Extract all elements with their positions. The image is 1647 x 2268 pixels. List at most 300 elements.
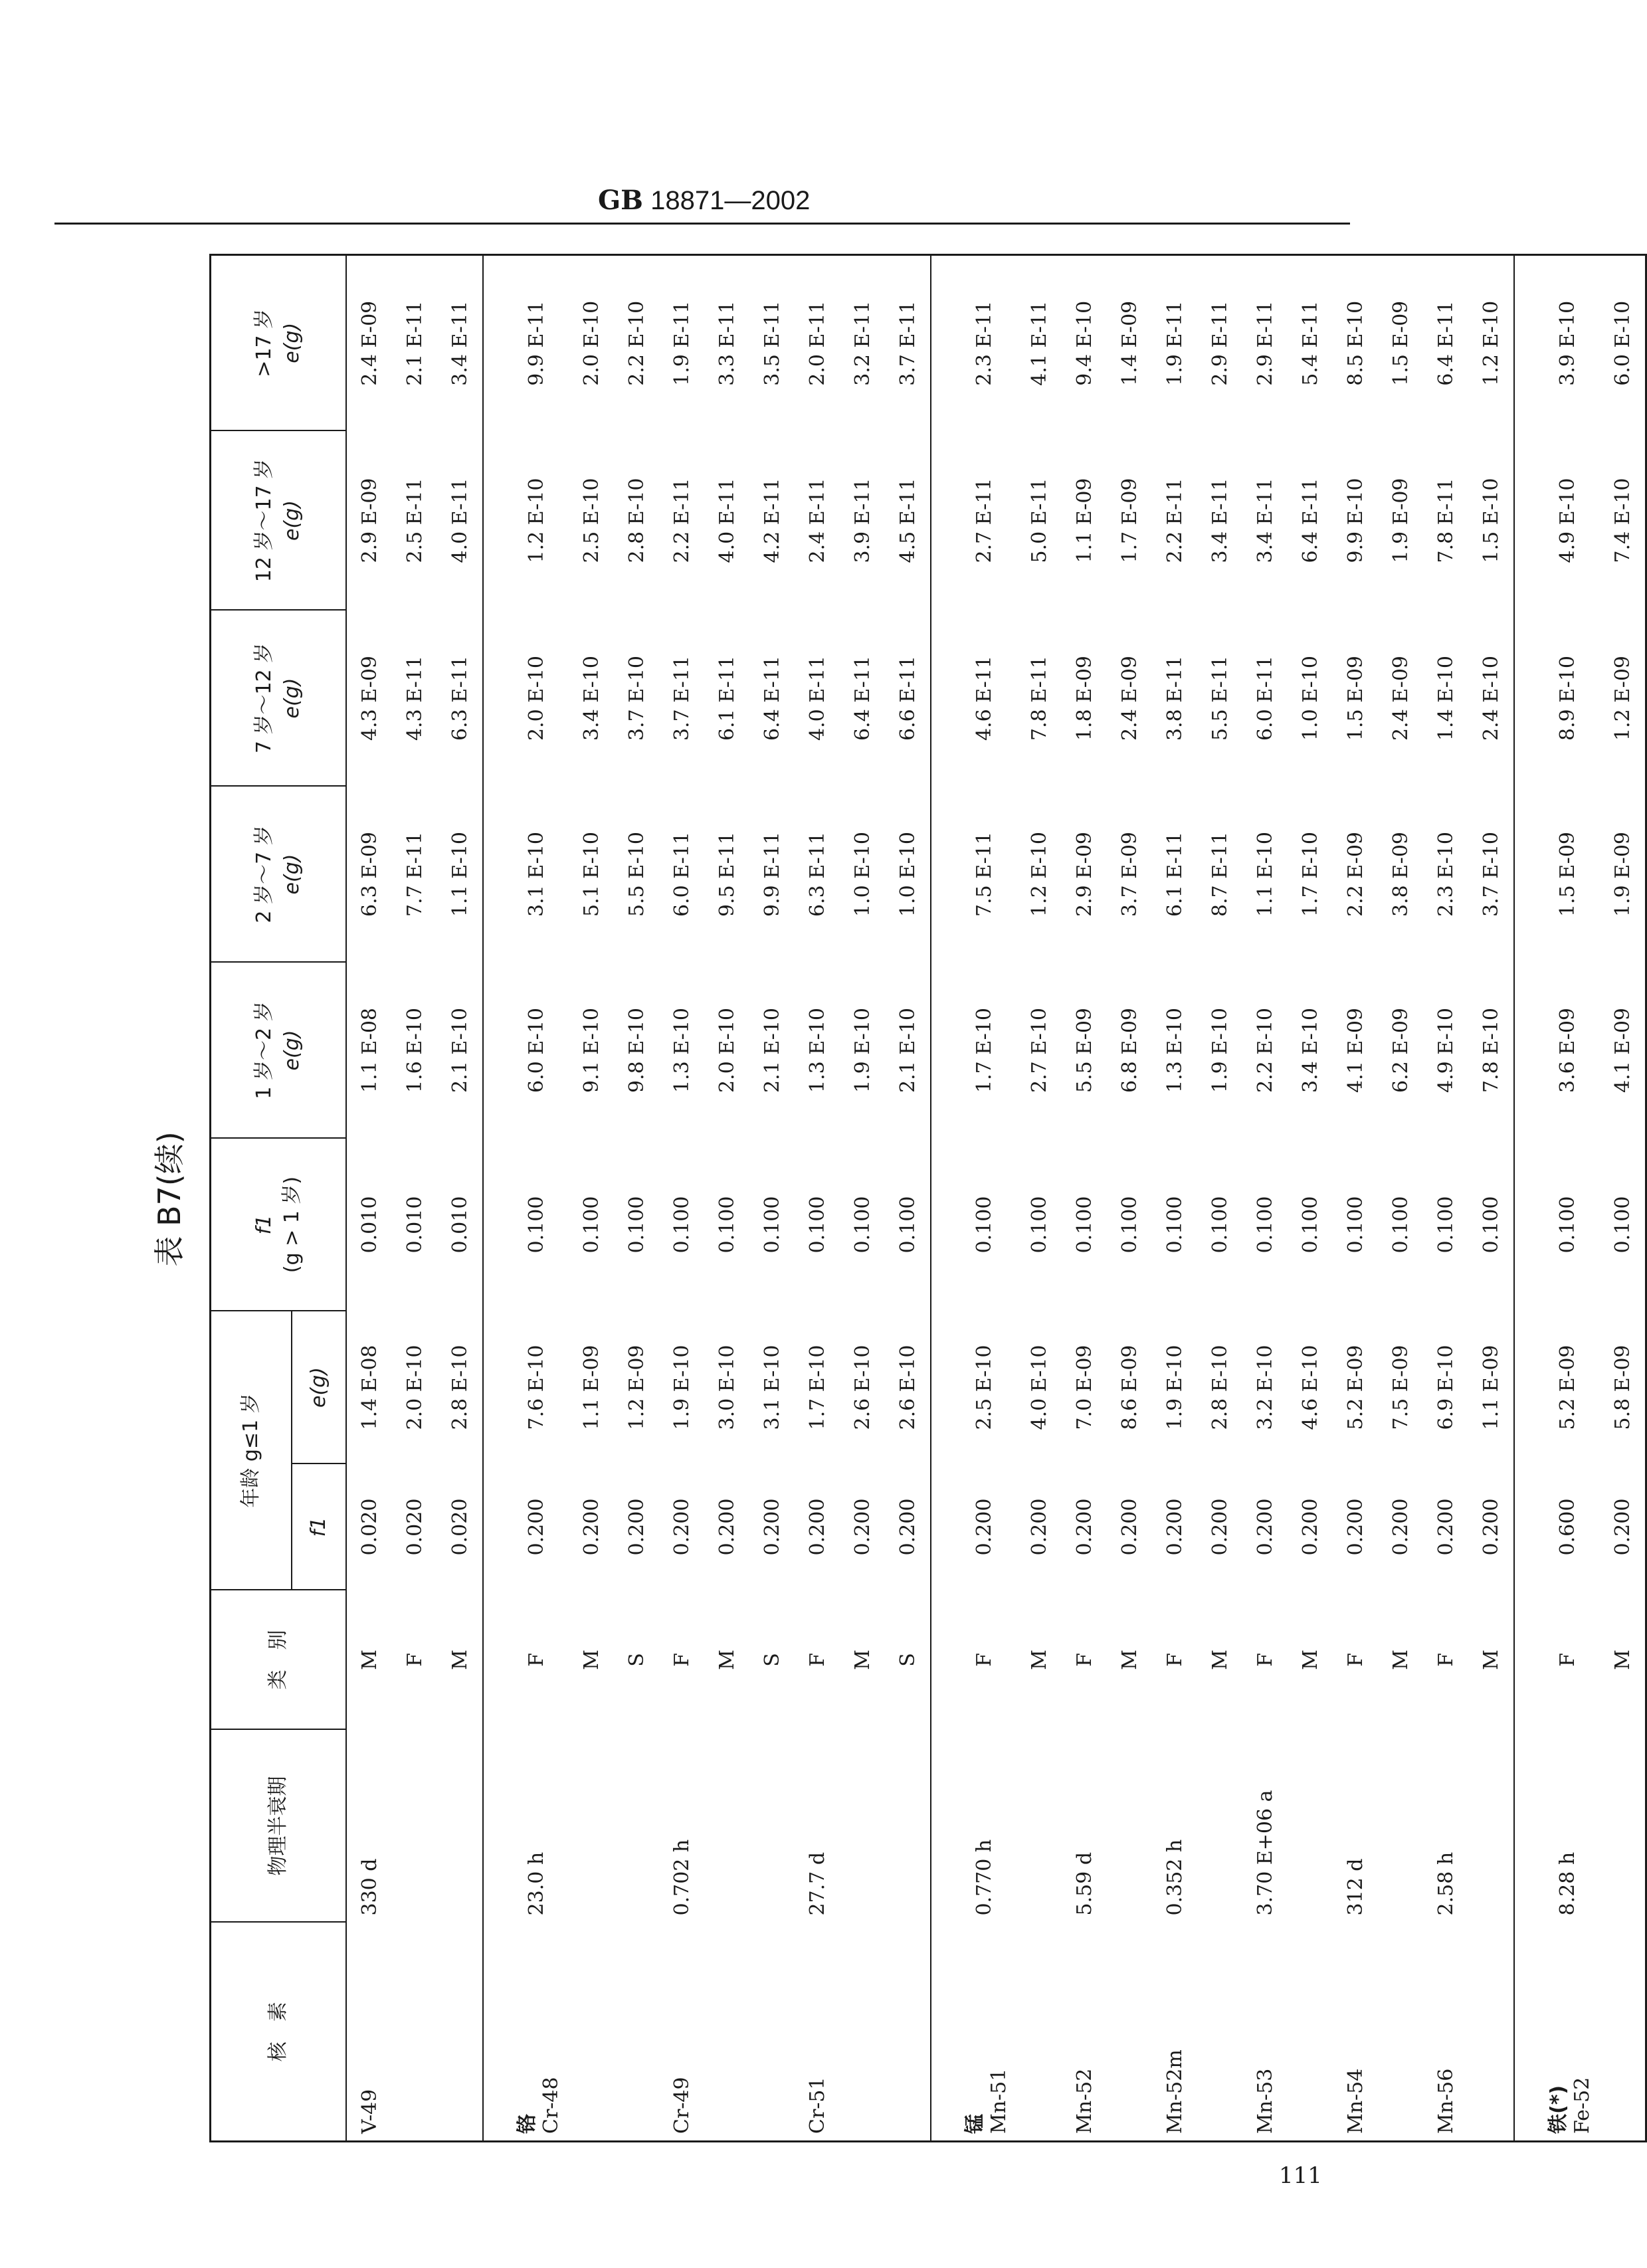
eg-age-2-7-cell-text: 1.5 E-09 bbox=[1555, 832, 1579, 917]
type-cell-text: M bbox=[850, 1650, 874, 1670]
f1-infant-cell-text: 0.200 bbox=[972, 1498, 996, 1556]
type-cell bbox=[1288, 1590, 1333, 1730]
nuclide-cell bbox=[704, 1923, 749, 2142]
f1-infant-cell bbox=[1378, 1464, 1423, 1590]
type-cell bbox=[483, 1590, 569, 1730]
type-cell-text: M bbox=[357, 1650, 381, 1670]
f1-infant-cell-text: 0.200 bbox=[1072, 1498, 1096, 1556]
eg-infant-cell bbox=[569, 1311, 614, 1464]
eg-age-12-17-cell-text: 7.8 E-11 bbox=[1434, 478, 1458, 563]
f1-infant-cell bbox=[1288, 1464, 1333, 1590]
eg-age-1-2-cell-text: 2.0 E-10 bbox=[715, 1008, 739, 1093]
f1-older-cell bbox=[1017, 1139, 1062, 1311]
eg-infant-cell-text: 7.6 E-10 bbox=[524, 1345, 548, 1430]
half-life-cell bbox=[1242, 1730, 1288, 1923]
f1-older-cell bbox=[1378, 1139, 1423, 1311]
table-row bbox=[795, 255, 840, 2142]
f1-older-cell-text: 0.100 bbox=[1253, 1196, 1277, 1254]
eg-age-1-2-cell bbox=[1017, 963, 1062, 1139]
f1-infant-cell-text: 0.200 bbox=[850, 1498, 874, 1556]
eg-age-gt17-cell-text: 2.1 E-11 bbox=[403, 300, 427, 386]
eg-age-7-12-cell-text: 1.4 E-10 bbox=[1434, 656, 1458, 741]
f1-older-cell bbox=[392, 1139, 437, 1311]
nuclide-cell bbox=[1197, 1923, 1242, 2142]
f1-older-cell-text: 0.010 bbox=[403, 1196, 427, 1254]
eg-age-12-17-cell bbox=[1152, 431, 1197, 611]
nuclide-cell-text: Cr-49 bbox=[670, 2077, 694, 2134]
half-life-cell bbox=[1152, 1730, 1197, 1923]
eg-age-2-7-cell bbox=[1242, 787, 1288, 963]
eg-age-1-2-cell bbox=[1333, 963, 1378, 1139]
type-cell bbox=[749, 1590, 795, 1730]
type-cell bbox=[346, 1590, 392, 1730]
eg-age-7-12-cell bbox=[1333, 611, 1378, 787]
type-cell bbox=[659, 1590, 704, 1730]
type-cell bbox=[704, 1590, 749, 1730]
eg-age-2-7-cell-text: 7.7 E-11 bbox=[403, 832, 427, 917]
eg-age-gt17-cell-text: 2.9 E-11 bbox=[1208, 300, 1232, 386]
f1-older-cell-text: 0.100 bbox=[1163, 1196, 1187, 1254]
eg-age-1-2-cell bbox=[346, 963, 392, 1139]
header-nuclide: 核 素 bbox=[211, 1923, 347, 2142]
eg-age-gt17-cell bbox=[1600, 255, 1646, 431]
table-row bbox=[931, 255, 1017, 2142]
eg-infant-cell-text: 3.1 E-10 bbox=[760, 1345, 784, 1430]
half-life-cell-text: 0.702 h bbox=[670, 1839, 694, 1916]
eg-age-12-17-cell bbox=[437, 431, 483, 611]
eg-age-12-17-cell bbox=[1468, 431, 1514, 611]
eg-age-1-2-cell-text: 9.8 E-10 bbox=[625, 1008, 648, 1093]
eg-age-gt17-cell bbox=[659, 255, 704, 431]
nuclide-cell-text: Mn-51 bbox=[987, 2068, 1011, 2134]
eg-age-1-2-cell-text: 4.1 E-09 bbox=[1343, 1008, 1367, 1093]
eg-infant-cell bbox=[1468, 1311, 1514, 1464]
f1-older-cell-text: 0.100 bbox=[1208, 1196, 1232, 1254]
eg-age-2-7-cell bbox=[1514, 787, 1600, 963]
eg-age-1-2-cell-text: 2.1 E-10 bbox=[448, 1008, 472, 1093]
eg-age-7-12-cell bbox=[569, 611, 614, 787]
f1-infant-cell-text: 0.200 bbox=[670, 1498, 694, 1556]
nuclide-cell bbox=[1017, 1923, 1062, 2142]
eg-age-1-2-cell bbox=[1242, 963, 1288, 1139]
table-row bbox=[569, 255, 614, 2142]
eg-age-2-7-cell bbox=[1062, 787, 1107, 963]
eg-age-7-12-cell bbox=[1242, 611, 1288, 787]
eg-infant-cell-text: 1.9 E-10 bbox=[670, 1345, 694, 1430]
eg-age-2-7-cell bbox=[1197, 787, 1242, 963]
type-cell bbox=[885, 1590, 931, 1730]
nuclide-cell-text: V-49 bbox=[357, 2089, 381, 2134]
eg-age-gt17-cell bbox=[885, 255, 931, 431]
eg-infant-cell bbox=[1378, 1311, 1423, 1464]
f1-older-cell bbox=[1107, 1139, 1152, 1311]
eg-age-gt17-cell bbox=[437, 255, 483, 431]
eg-age-1-2-cell-text: 1.3 E-10 bbox=[805, 1008, 829, 1093]
eg-age-1-2-cell bbox=[840, 963, 885, 1139]
element-label: 铬 bbox=[515, 2114, 539, 2134]
nuclide-cell bbox=[1152, 1923, 1197, 2142]
eg-infant-cell bbox=[1242, 1311, 1288, 1464]
eg-age-2-7-cell-text: 9.9 E-11 bbox=[760, 832, 784, 917]
f1-infant-cell bbox=[569, 1464, 614, 1590]
type-cell-text: M bbox=[715, 1650, 739, 1670]
f1-older-cell bbox=[1288, 1139, 1333, 1311]
eg-age-12-17-cell-text: 4.0 E-11 bbox=[448, 478, 472, 563]
eg-age-12-17-cell-text: 7.4 E-10 bbox=[1610, 478, 1634, 563]
eg-age-7-12-cell bbox=[614, 611, 659, 787]
nuclide-cell bbox=[1378, 1923, 1423, 2142]
f1-older-cell-text: 0.100 bbox=[579, 1196, 603, 1254]
eg-age-2-7-cell-text: 1.1 E-10 bbox=[448, 832, 472, 917]
eg-age-1-2-cell-text: 7.8 E-10 bbox=[1479, 1008, 1503, 1093]
nuclide-cell bbox=[1514, 1923, 1600, 2142]
eg-age-12-17-cell-text: 3.4 E-11 bbox=[1208, 478, 1232, 563]
type-cell-text: F bbox=[524, 1653, 548, 1667]
half-life-cell-text: 27.7 d bbox=[805, 1851, 829, 1916]
f1-older-cell-text: 0.100 bbox=[670, 1196, 694, 1254]
nuclide-cell bbox=[483, 1923, 569, 2142]
type-cell bbox=[1378, 1590, 1423, 1730]
half-life-cell-text: 0.352 h bbox=[1163, 1839, 1187, 1916]
eg-age-7-12-cell bbox=[704, 611, 749, 787]
header-age-infant: 年龄 g≤1 岁 bbox=[211, 1311, 292, 1590]
eg-age-7-12-cell-text: 3.7 E-11 bbox=[670, 656, 694, 741]
eg-infant-cell bbox=[704, 1311, 749, 1464]
eg-age-2-7-cell bbox=[931, 787, 1017, 963]
nuclide-cell bbox=[1600, 1923, 1646, 2142]
f1-older-cell-text: 0.100 bbox=[1117, 1196, 1141, 1254]
eg-infant-cell-text: 1.9 E-10 bbox=[1163, 1345, 1187, 1430]
f1-infant-cell bbox=[614, 1464, 659, 1590]
eg-age-7-12-cell bbox=[346, 611, 392, 787]
half-life-cell bbox=[614, 1730, 659, 1923]
eg-age-7-12-cell bbox=[1288, 611, 1333, 787]
eg-age-1-2-cell-text: 2.2 E-10 bbox=[1253, 1008, 1277, 1093]
eg-age-gt17-cell bbox=[1017, 255, 1062, 431]
eg-age-gt17-cell-text: 2.9 E-11 bbox=[1253, 300, 1277, 386]
eg-age-7-12-cell-text: 7.8 E-11 bbox=[1027, 656, 1051, 741]
eg-age-1-2-cell-text: 2.1 E-10 bbox=[760, 1008, 784, 1093]
eg-age-1-2-cell bbox=[1062, 963, 1107, 1139]
eg-infant-cell bbox=[1062, 1311, 1107, 1464]
f1-infant-cell-text: 0.200 bbox=[1253, 1498, 1277, 1556]
f1-older-cell-text: 0.100 bbox=[1343, 1196, 1367, 1254]
eg-age-12-17-cell bbox=[885, 431, 931, 611]
eg-age-gt17-cell bbox=[569, 255, 614, 431]
half-life-cell bbox=[931, 1730, 1017, 1923]
nuclide-cell-text: Mn-54 bbox=[1343, 2068, 1367, 2134]
eg-age-7-12-cell bbox=[1514, 611, 1600, 787]
type-cell bbox=[1333, 1590, 1378, 1730]
header-age-gt17-label: >17 岁 bbox=[252, 308, 276, 377]
eg-age-gt17-cell bbox=[1288, 255, 1333, 431]
half-life-cell bbox=[346, 1730, 392, 1923]
header-age-2-7 bbox=[211, 787, 347, 963]
eg-age-gt17-cell-text: 6.4 E-11 bbox=[1434, 300, 1458, 386]
eg-age-1-2-cell-text: 3.4 E-10 bbox=[1298, 1008, 1322, 1093]
f1-older-cell-text: 0.100 bbox=[1479, 1196, 1503, 1254]
eg-age-gt17-cell-text: 1.5 E-09 bbox=[1389, 300, 1412, 386]
eg-age-7-12-cell-text: 3.8 E-11 bbox=[1163, 656, 1187, 741]
eg-age-12-17-cell-text: 3.4 E-11 bbox=[1253, 478, 1277, 563]
eg-age-gt17-cell-text: 2.2 E-10 bbox=[625, 300, 648, 386]
eg-age-gt17-cell-text: 5.4 E-11 bbox=[1298, 300, 1322, 386]
eg-age-2-7-cell bbox=[840, 787, 885, 963]
f1-older-cell bbox=[931, 1139, 1017, 1311]
eg-age-1-2-cell-text: 1.9 E-10 bbox=[850, 1008, 874, 1093]
eg-age-gt17-cell-text: 2.3 E-11 bbox=[972, 300, 996, 386]
f1-older-cell bbox=[437, 1139, 483, 1311]
table-row bbox=[659, 255, 704, 2142]
half-life-cell bbox=[704, 1730, 749, 1923]
nuclide-cell bbox=[1333, 1923, 1378, 2142]
type-cell-text: M bbox=[448, 1650, 472, 1670]
table-row bbox=[704, 255, 749, 2142]
f1-infant-cell-text: 0.200 bbox=[1117, 1498, 1141, 1556]
eg-age-gt17-cell bbox=[1152, 255, 1197, 431]
f1-older-cell-text: 0.100 bbox=[1389, 1196, 1412, 1254]
f1-infant-cell bbox=[437, 1464, 483, 1590]
element-label: 锰 bbox=[963, 2114, 987, 2134]
eg-age-2-7-cell-text: 1.7 E-10 bbox=[1298, 832, 1322, 917]
f1-infant-cell-text: 0.600 bbox=[1555, 1498, 1579, 1556]
eg-age-2-7-cell-text: 3.8 E-09 bbox=[1389, 832, 1412, 917]
eg-infant-cell-text: 5.2 E-09 bbox=[1343, 1345, 1367, 1430]
type-cell-text: S bbox=[896, 1653, 920, 1667]
nuclide-cell-text: Cr-51 bbox=[805, 2077, 829, 2134]
eg-age-7-12-cell-text: 6.3 E-11 bbox=[448, 656, 472, 741]
eg-age-7-12-cell-text: 1.0 E-10 bbox=[1298, 656, 1322, 741]
eg-infant-cell bbox=[392, 1311, 437, 1464]
eg-age-1-2-cell bbox=[437, 963, 483, 1139]
eg-age-1-2-cell-text: 1.7 E-10 bbox=[972, 1008, 996, 1093]
eg-age-7-12-cell bbox=[1600, 611, 1646, 787]
header-f1-older-sub: (g > 1 岁) bbox=[280, 1176, 304, 1274]
f1-older-cell bbox=[659, 1139, 704, 1311]
table-row bbox=[346, 255, 392, 2142]
header-age-12-17-eg: e(g) bbox=[280, 500, 304, 541]
table-row bbox=[1197, 255, 1242, 2142]
nuclide-cell bbox=[1288, 1923, 1333, 2142]
eg-infant-cell bbox=[1600, 1311, 1646, 1464]
eg-infant-cell-text: 5.8 E-09 bbox=[1610, 1345, 1634, 1430]
eg-age-2-7-cell-text: 6.0 E-11 bbox=[670, 832, 694, 917]
f1-older-cell bbox=[1600, 1139, 1646, 1311]
eg-infant-cell-text: 1.1 E-09 bbox=[579, 1345, 603, 1430]
eg-age-12-17-cell-text: 2.2 E-11 bbox=[1163, 478, 1187, 563]
header-age-1-2 bbox=[211, 963, 347, 1139]
eg-age-7-12-cell-text: 6.6 E-11 bbox=[896, 656, 920, 741]
eg-age-12-17-cell-text: 1.2 E-10 bbox=[524, 478, 548, 563]
eg-age-7-12-cell-text: 4.3 E-11 bbox=[403, 656, 427, 741]
eg-age-1-2-cell bbox=[704, 963, 749, 1139]
table-row bbox=[437, 255, 483, 2142]
f1-older-cell-text: 0.100 bbox=[1610, 1196, 1634, 1254]
f1-infant-cell-text: 0.200 bbox=[524, 1498, 548, 1556]
table-row bbox=[1378, 255, 1423, 2142]
type-cell-text: F bbox=[1163, 1653, 1187, 1667]
eg-age-2-7-cell bbox=[1107, 787, 1152, 963]
eg-age-2-7-cell bbox=[795, 787, 840, 963]
f1-infant-cell bbox=[1514, 1464, 1600, 1590]
eg-infant-cell bbox=[659, 1311, 704, 1464]
eg-age-gt17-cell-text: 9.9 E-11 bbox=[524, 300, 548, 386]
f1-older-cell-text: 0.100 bbox=[1027, 1196, 1051, 1254]
type-cell-text: M bbox=[1027, 1650, 1051, 1670]
f1-older-cell-text: 0.100 bbox=[625, 1196, 648, 1254]
f1-older-cell bbox=[1152, 1139, 1197, 1311]
page-number: 111 bbox=[1279, 2162, 1322, 2189]
eg-infant-cell bbox=[885, 1311, 931, 1464]
type-cell bbox=[840, 1590, 885, 1730]
nuclide-cell bbox=[749, 1923, 795, 2142]
f1-older-cell bbox=[840, 1139, 885, 1311]
eg-age-2-7-cell bbox=[569, 787, 614, 963]
nuclide-cell bbox=[1423, 1923, 1468, 2142]
eg-age-12-17-cell-text: 1.7 E-09 bbox=[1117, 478, 1141, 563]
eg-age-7-12-cell bbox=[840, 611, 885, 787]
eg-age-1-2-cell bbox=[1423, 963, 1468, 1139]
type-cell-text: F bbox=[403, 1653, 427, 1667]
eg-age-1-2-cell bbox=[614, 963, 659, 1139]
half-life-cell-text: 23.0 h bbox=[524, 1851, 548, 1916]
eg-age-12-17-cell-text: 4.0 E-11 bbox=[715, 478, 739, 563]
f1-infant-cell-text: 0.200 bbox=[1027, 1498, 1051, 1556]
header-age-gt17 bbox=[211, 255, 347, 431]
f1-older-cell bbox=[885, 1139, 931, 1311]
eg-age-12-17-cell bbox=[1514, 431, 1600, 611]
eg-age-gt17-cell-text: 6.0 E-10 bbox=[1610, 300, 1634, 386]
f1-older-cell bbox=[1333, 1139, 1378, 1311]
eg-age-1-2-cell-text: 1.9 E-10 bbox=[1208, 1008, 1232, 1093]
f1-older-cell-text: 0.100 bbox=[1434, 1196, 1458, 1254]
f1-infant-cell bbox=[1423, 1464, 1468, 1590]
f1-older-cell-text: 0.100 bbox=[896, 1196, 920, 1254]
f1-older-cell-text: 0.100 bbox=[715, 1196, 739, 1254]
eg-age-1-2-cell bbox=[1197, 963, 1242, 1139]
eg-age-1-2-cell-text: 1.6 E-10 bbox=[403, 1008, 427, 1093]
half-life-cell bbox=[840, 1730, 885, 1923]
f1-infant-cell bbox=[346, 1464, 392, 1590]
eg-age-1-2-cell bbox=[1378, 963, 1423, 1139]
header-age-gt17-eg: e(g) bbox=[280, 322, 304, 363]
table-row bbox=[1017, 255, 1062, 2142]
eg-age-7-12-cell bbox=[1197, 611, 1242, 787]
header-rule bbox=[54, 223, 1350, 225]
eg-age-2-7-cell-text: 1.0 E-10 bbox=[896, 832, 920, 917]
nuclide-cell bbox=[931, 1923, 1017, 2142]
f1-infant-cell-text: 0.020 bbox=[448, 1498, 472, 1556]
nuclide-cell bbox=[885, 1923, 931, 2142]
eg-age-12-17-cell bbox=[1378, 431, 1423, 611]
eg-age-gt17-cell bbox=[1242, 255, 1288, 431]
f1-older-cell bbox=[1468, 1139, 1514, 1311]
eg-age-12-17-cell-text: 3.9 E-11 bbox=[850, 478, 874, 563]
f1-older-cell-text: 0.010 bbox=[357, 1196, 381, 1254]
eg-age-1-2-cell-text: 1.1 E-08 bbox=[357, 1008, 381, 1093]
f1-older-cell-text: 0.100 bbox=[1072, 1196, 1096, 1254]
eg-age-gt17-cell bbox=[1468, 255, 1514, 431]
f1-infant-cell bbox=[885, 1464, 931, 1590]
header-age-2-7-eg: e(g) bbox=[280, 854, 304, 895]
header-type: 类 别 bbox=[211, 1590, 347, 1730]
eg-age-7-12-cell-text: 6.0 E-11 bbox=[1253, 656, 1277, 741]
eg-age-1-2-cell-text: 9.1 E-10 bbox=[579, 1008, 603, 1093]
table-row bbox=[840, 255, 885, 2142]
half-life-cell bbox=[483, 1730, 569, 1923]
nuclide-cell bbox=[1107, 1923, 1152, 2142]
f1-older-cell bbox=[795, 1139, 840, 1311]
eg-age-12-17-cell bbox=[392, 431, 437, 611]
eg-age-2-7-cell bbox=[704, 787, 749, 963]
f1-infant-cell bbox=[1017, 1464, 1062, 1590]
type-cell bbox=[1152, 1590, 1197, 1730]
type-cell-text: M bbox=[1117, 1650, 1141, 1670]
eg-age-7-12-cell-text: 4.3 E-09 bbox=[357, 656, 381, 741]
table-row bbox=[1288, 255, 1333, 2142]
half-life-cell bbox=[1197, 1730, 1242, 1923]
eg-age-7-12-cell bbox=[1152, 611, 1197, 787]
f1-older-cell-text: 0.010 bbox=[448, 1196, 472, 1254]
eg-age-2-7-cell bbox=[749, 787, 795, 963]
eg-age-12-17-cell-text: 2.2 E-11 bbox=[670, 478, 694, 563]
f1-older-cell-text: 0.100 bbox=[524, 1196, 548, 1254]
half-life-cell bbox=[437, 1730, 483, 1923]
type-cell-text: M bbox=[1298, 1650, 1322, 1670]
header-half-life: 物理半衰期 bbox=[211, 1730, 347, 1923]
eg-infant-cell-text: 5.2 E-09 bbox=[1555, 1345, 1579, 1430]
eg-infant-cell-text: 1.4 E-08 bbox=[357, 1345, 381, 1430]
nuclide-cell-text: Cr-48 bbox=[539, 2077, 563, 2134]
header-f1-older bbox=[211, 1139, 347, 1311]
f1-infant-cell bbox=[704, 1464, 749, 1590]
eg-age-12-17-cell-text: 2.4 E-11 bbox=[805, 478, 829, 563]
eg-age-1-2-cell bbox=[1107, 963, 1152, 1139]
type-cell bbox=[1468, 1590, 1514, 1730]
half-life-cell bbox=[749, 1730, 795, 1923]
eg-age-2-7-cell bbox=[1017, 787, 1062, 963]
eg-age-12-17-cell bbox=[1017, 431, 1062, 611]
f1-older-cell bbox=[483, 1139, 569, 1311]
eg-age-gt17-cell bbox=[840, 255, 885, 431]
nuclide-cell bbox=[1468, 1923, 1514, 2142]
nuclide-cell-text: Mn-53 bbox=[1253, 2068, 1277, 2134]
type-cell bbox=[1017, 1590, 1062, 1730]
header-age-2-7-label: 2 岁～7 岁 bbox=[252, 825, 276, 923]
f1-infant-cell-text: 0.200 bbox=[625, 1498, 648, 1556]
eg-age-12-17-cell-text: 2.5 E-11 bbox=[403, 478, 427, 563]
eg-age-gt17-cell bbox=[704, 255, 749, 431]
table-row bbox=[1468, 255, 1514, 2142]
eg-age-7-12-cell bbox=[437, 611, 483, 787]
eg-infant-cell-text: 2.8 E-10 bbox=[1208, 1345, 1232, 1430]
table-row bbox=[1333, 255, 1378, 2142]
eg-age-12-17-cell-text: 4.9 E-10 bbox=[1555, 478, 1579, 563]
type-cell-text: M bbox=[1389, 1650, 1412, 1670]
table-row bbox=[483, 255, 569, 2142]
eg-infant-cell bbox=[1197, 1311, 1242, 1464]
eg-age-12-17-cell bbox=[1242, 431, 1288, 611]
eg-age-1-2-cell bbox=[931, 963, 1017, 1139]
f1-infant-cell bbox=[1152, 1464, 1197, 1590]
eg-age-12-17-cell-text: 5.0 E-11 bbox=[1027, 478, 1051, 563]
type-cell bbox=[1197, 1590, 1242, 1730]
eg-age-1-2-cell-text: 2.7 E-10 bbox=[1027, 1008, 1051, 1093]
nuclide-cell bbox=[1242, 1923, 1288, 2142]
eg-age-2-7-cell-text: 3.1 E-10 bbox=[524, 832, 548, 917]
eg-age-7-12-cell-text: 2.4 E-10 bbox=[1479, 656, 1503, 741]
half-life-cell bbox=[1288, 1730, 1333, 1923]
